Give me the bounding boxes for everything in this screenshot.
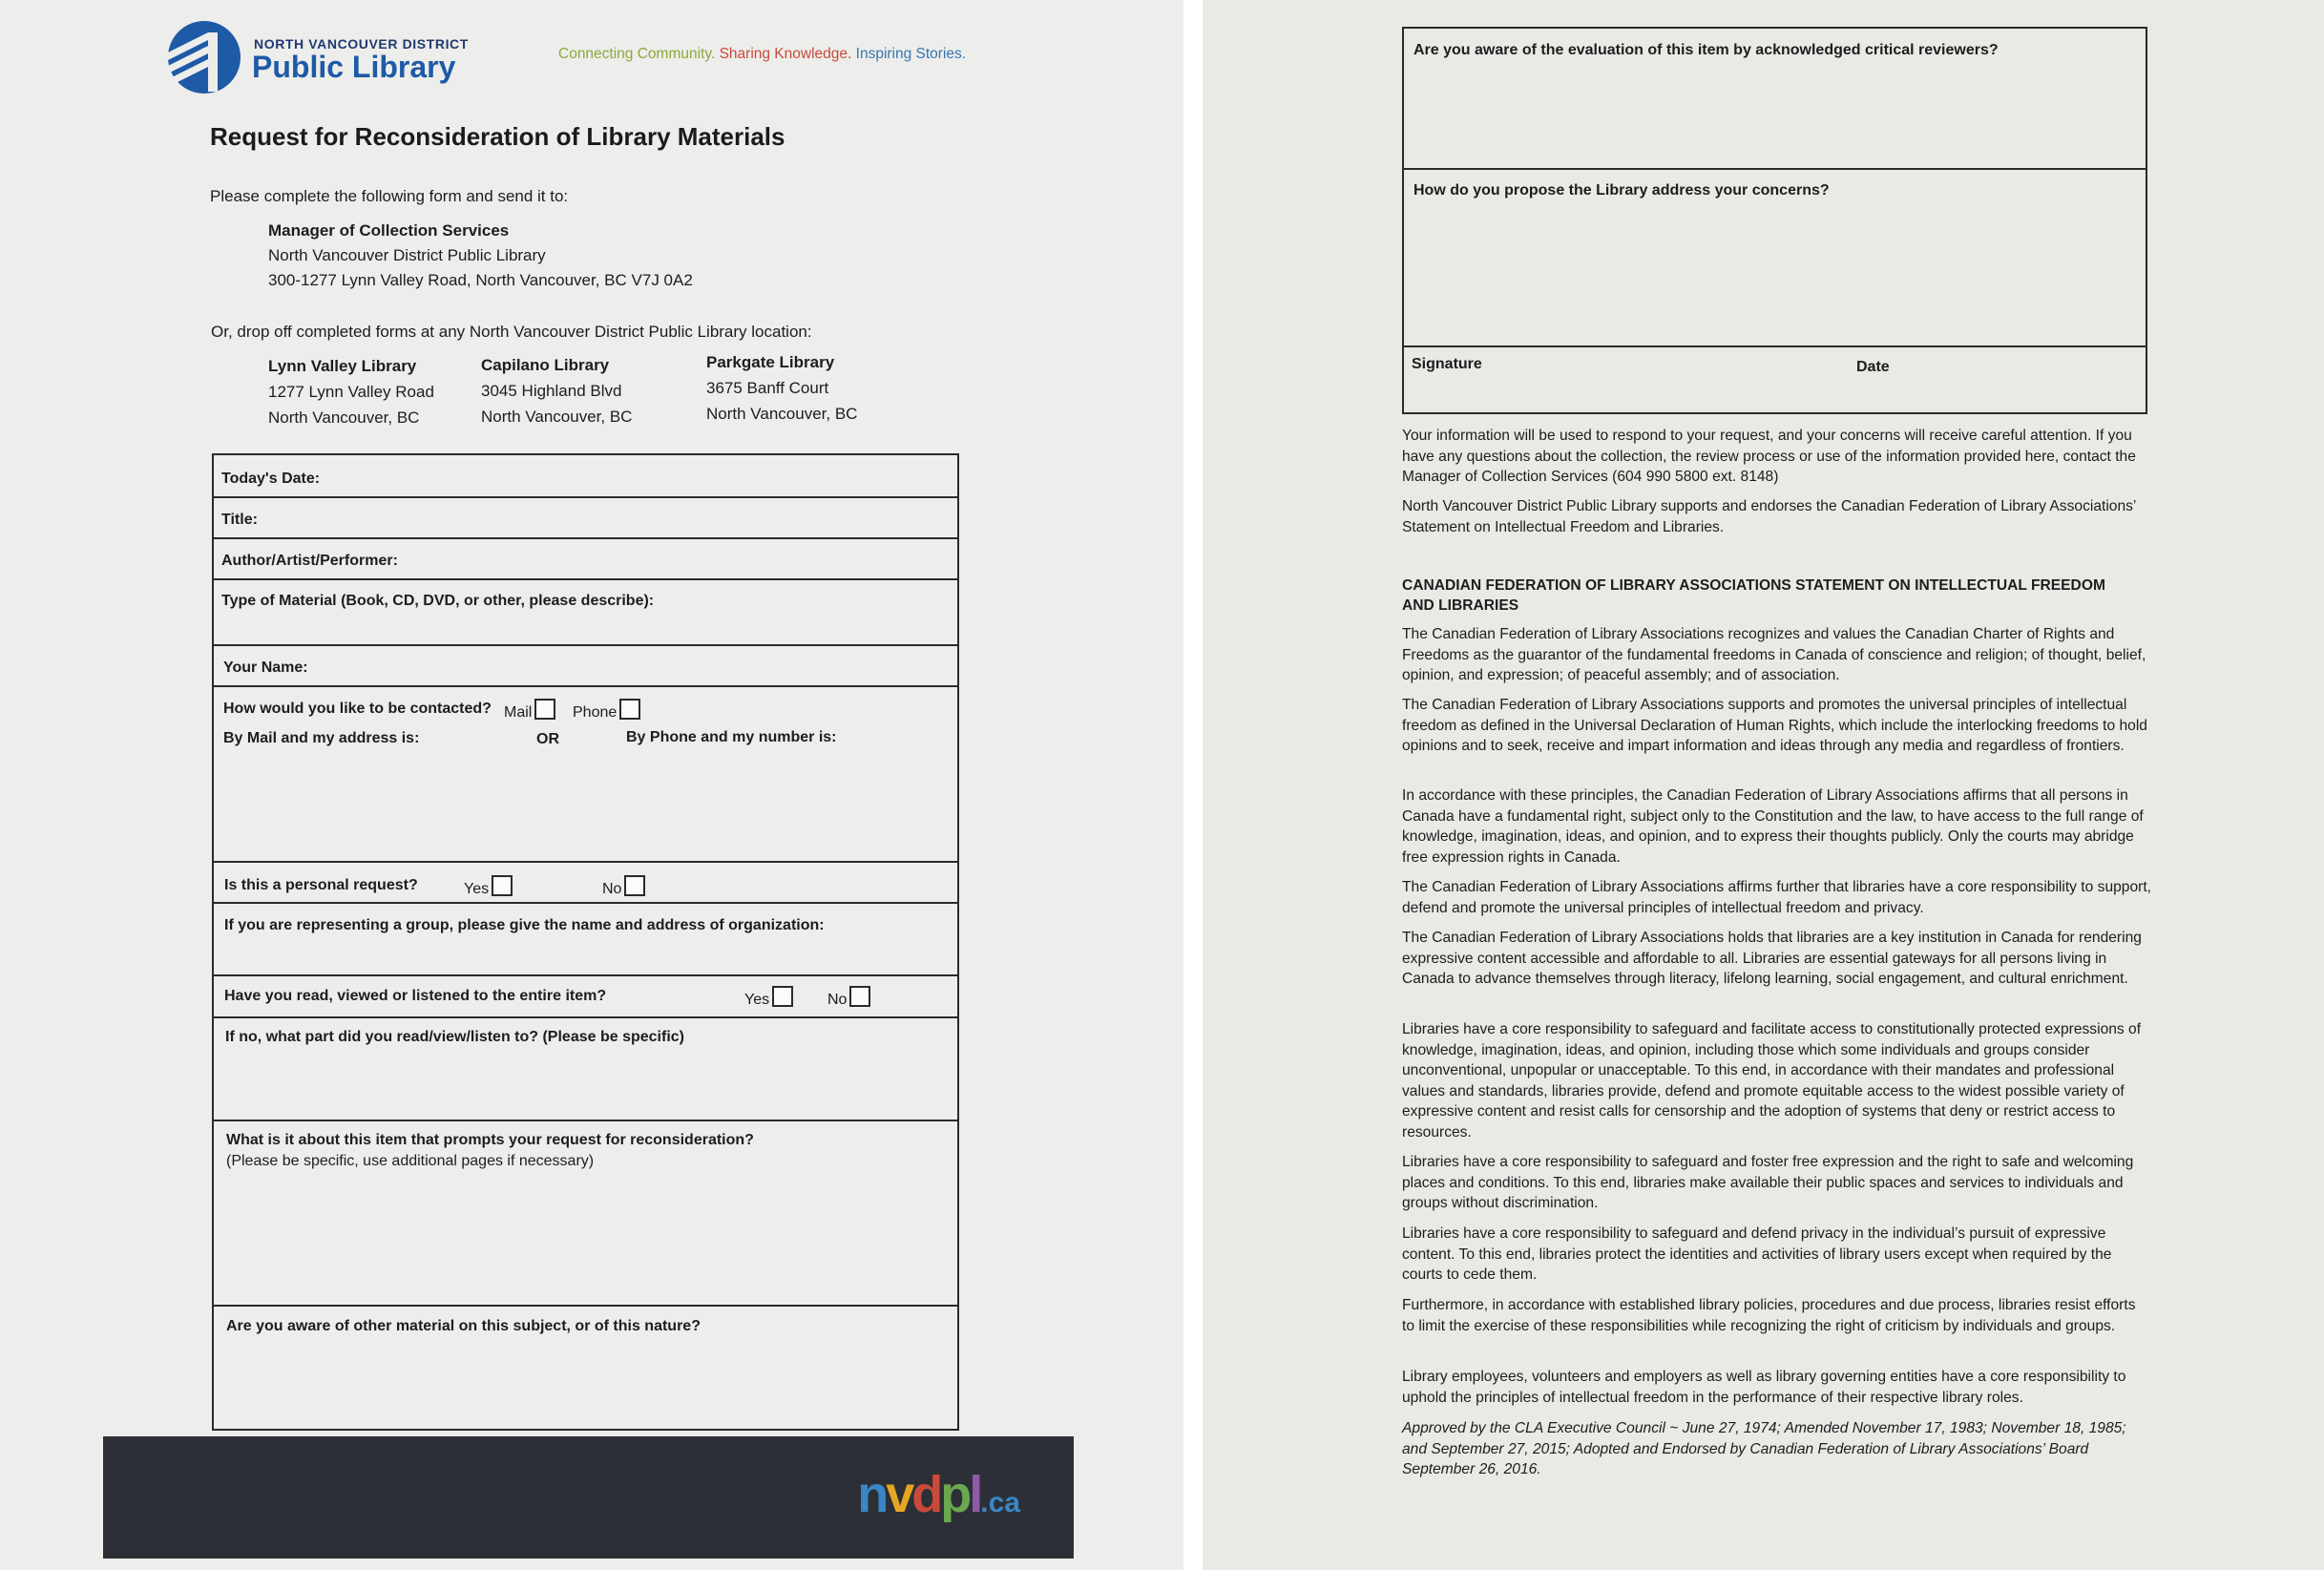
logo-letter: d: [911, 1466, 941, 1523]
row-divider: [1404, 345, 2146, 347]
row-divider: [214, 1305, 957, 1307]
personal-yes-checkbox[interactable]: [492, 875, 513, 896]
read-yes-checkbox[interactable]: [772, 986, 793, 1007]
phone-checkbox[interactable]: [619, 699, 640, 720]
row-divider: [214, 1016, 957, 1018]
personal-no-label: No: [602, 881, 622, 897]
personal-yes-option[interactable]: [464, 875, 513, 898]
org-name-small: NORTH VANCOUVER DISTRICT: [254, 36, 469, 52]
mail-checkbox[interactable]: [534, 699, 555, 720]
personal-no-checkbox[interactable]: [624, 875, 645, 896]
footer-band: [103, 1436, 1074, 1559]
read-no-option[interactable]: [827, 986, 870, 1009]
org-name: Public Library: [252, 50, 456, 84]
dropoff-intro: Or, drop off completed forms at any North Vancouver District Public Library location:: [211, 323, 812, 341]
personal-yes-label: Yes: [464, 881, 490, 897]
reconsideration-reason-field[interactable]: What is it about this item that prompts your request for reconsideration?: [226, 1132, 754, 1148]
row-divider: [214, 644, 957, 646]
logo-letter: p: [940, 1466, 970, 1523]
location-city: North Vancouver, BC: [706, 405, 858, 423]
logo-letter: v: [886, 1466, 912, 1523]
contact-mail-label: Mail: [504, 704, 533, 721]
recipient-org: North Vancouver District Public Library: [268, 246, 546, 264]
mail-address-field[interactable]: By Mail and my address is:: [223, 730, 420, 746]
row-divider: [214, 974, 957, 976]
row-divider: [214, 861, 957, 863]
personal-no-option[interactable]: [602, 875, 645, 898]
contact-question: How would you like to be contacted?: [223, 701, 492, 717]
read-yes-option[interactable]: [744, 986, 793, 1009]
reason-note: (Please be specific, use additional pages if necessary): [226, 1153, 595, 1169]
title-field[interactable]: Title:: [221, 512, 258, 528]
phone-number-field[interactable]: By Phone and my number is:: [626, 729, 837, 745]
your-name-field[interactable]: Your Name:: [223, 659, 308, 676]
group-field[interactable]: If you are representing a group, please give the name and address of organization:: [224, 917, 825, 933]
statement-paragraph: The Canadian Federation of Library Associations supports and promotes the universal principles of intellectual freedom as defined in the Universal Declaration of Human Rights, which include the interlocking freedoms to hold opinions and to seek, receive and impart information and ideas through any media and regardless of frontiers.: [1402, 697, 2147, 754]
location-street: 3675 Banff Court: [706, 379, 829, 397]
row-divider: [214, 902, 957, 904]
row-divider: [214, 1120, 957, 1121]
statement-paragraph: The Canadian Federation of Library Associations recognizes and values the Canadian Charter of Rights and Freedoms as the guarantor of the fundamental freedoms in Canada of conscience and religion; of thought, belief, opinion, and expression; of peaceful assembly; and of association.: [1402, 626, 2146, 683]
form-page-back: [1203, 0, 2324, 1570]
tagline-part: Inspiring Stories.: [855, 46, 967, 62]
reconsideration-form: [212, 453, 959, 1431]
location-street: 1277 Lynn Valley Road: [268, 383, 434, 401]
row-divider: [214, 537, 957, 539]
contact-mail-option[interactable]: [504, 699, 555, 722]
location-city: North Vancouver, BC: [481, 408, 633, 426]
intro-text: Please complete the following form and send it to:: [210, 187, 569, 205]
logo-suffix: .ca: [980, 1487, 1020, 1518]
read-no-label: No: [827, 992, 848, 1008]
row-divider: [214, 685, 957, 687]
contact-phone-label: Phone: [573, 704, 618, 721]
row-divider: [214, 578, 957, 580]
tagline-part: Connecting Community.: [558, 46, 716, 62]
row-divider: [214, 496, 957, 498]
library-logo-icon: [164, 19, 245, 95]
endorse-note: North Vancouver District Public Library supports and endorses the Canadian Federation of Library Associations’ Statement on Intellectual Freedom and Libraries.: [1402, 498, 2136, 535]
statement-paragraph: The Canadian Federation of Library Associations affirms further that libraries have a core responsibility to support, defend and promote the universal principles of intellectual freedom and privacy.: [1402, 879, 2151, 916]
nvdpl-logo: [857, 1465, 1020, 1524]
recipient: Manager of Collection Services: [268, 221, 510, 240]
privacy-note: Your information will be used to respond to your request, and your concerns will receive careful attention. If you have any questions about the collection, the review process or use of the information provided here, contact the Manager of Collection Services (604 990 5800 ext. 8148): [1402, 428, 2136, 485]
which-part-field[interactable]: If no, what part did you read/view/listen to? (Please be specific): [225, 1029, 684, 1045]
other-material-field[interactable]: Are you aware of other material on this subject, or of this nature?: [226, 1318, 701, 1334]
critical-reviewers-field[interactable]: Are you aware of the evaluation of this item by acknowledged critical reviewers?: [1413, 42, 1999, 58]
statement-paragraph: The Canadian Federation of Library Associations holds that libraries are a key institution in Canada for rendering expressive content accessible and affordable to all. Libraries are essential gateways for all persons living in Canada to advance themselves through literacy, lifelong learning, social engagement, and cultural enrichment.: [1402, 930, 2142, 987]
signature-field[interactable]: Signature: [1412, 356, 1482, 372]
todays-date-field[interactable]: Today's Date:: [221, 471, 321, 487]
statement-paragraph: In accordance with these principles, the Canadian Federation of Library Associations affirms that all persons in Canada have a fundamental right, subject only to the Constitution and the law, to have access to the full range of knowledge, imagination, ideas, and opinion, and to express their thoughts publicly. Only the courts may abridge free expression rights in Canada.: [1402, 787, 2144, 866]
statement-paragraph: Libraries have a core responsibility to safeguard and facilitate access to constitutionally protected expressions of knowledge, imagination, ideas, and opinion, including those which some individuals and groups consider unconventional, unpopular or unacceptable. To this end, in accordance with their mandates and professional values and standards, libraries provide, defend and promote equitable access to the widest possible variety of expressive content and resist calls for censorship and the adoption of systems that deny or restrict access to resources.: [1402, 1021, 2142, 1141]
proposal-field[interactable]: How do you propose the Library address your concerns?: [1413, 182, 1830, 199]
form-title: Request for Reconsideration of Library Materials: [210, 122, 785, 151]
logo-letter: l: [969, 1466, 981, 1523]
statement-paragraph: Furthermore, in accordance with established library policies, procedures and due process, libraries resist efforts to limit the exercise of these responsibilities while recognizing the right of criticism by individuals and groups.: [1402, 1297, 2136, 1334]
location-name: Parkgate Library: [706, 353, 835, 371]
location-name: Lynn Valley Library: [268, 357, 417, 375]
statement-heading: CANADIAN FEDERATION OF LIBRARY ASSOCIATIONS STATEMENT ON INTELLECTUAL FREEDOM AND LIBRARIES: [1402, 577, 2105, 614]
personal-request-question: Is this a personal request?: [224, 877, 418, 893]
row-divider: [1404, 168, 2146, 170]
statement-paragraph: Libraries have a core responsibility to safeguard and defend privacy in the individual’s pursuit of expressive content. To this end, libraries protect the identities and activities of library users except when required by the courts to cede them.: [1402, 1225, 2112, 1283]
read-yes-label: Yes: [744, 992, 770, 1008]
location-street: 3045 Highland Blvd: [481, 382, 622, 400]
approval-note: Approved by the CLA Executive Council ~ June 27, 1974; Amended November 17, 1983; November 18, 1985; and September 27, 2015; Adopted and Endorsed by Canadian Federation of Library Associations’ Board September 26, 2016.: [1402, 1420, 2126, 1477]
contact-phone-option[interactable]: [573, 699, 640, 722]
read-no-checkbox[interactable]: [849, 986, 870, 1007]
tagline: [558, 46, 966, 63]
reviewer-form: [1402, 27, 2147, 414]
read-entire-question: Have you read, viewed or listened to the entire item?: [224, 988, 607, 1004]
recipient-street: 300-1277 Lynn Valley Road, North Vancouver, BC V7J 0A2: [268, 271, 693, 289]
tagline-part: Sharing Knowledge.: [719, 46, 852, 62]
or-label: OR: [536, 731, 559, 747]
logo-letter: n: [857, 1466, 887, 1523]
location-name: Capilano Library: [481, 356, 610, 374]
signature-date-field[interactable]: Date: [1856, 359, 1890, 375]
material-type-field[interactable]: Type of Material (Book, CD, DVD, or other, please describe):: [221, 593, 655, 609]
author-field[interactable]: Author/Artist/Performer:: [221, 553, 398, 569]
location-city: North Vancouver, BC: [268, 408, 420, 427]
statement-paragraph: Libraries have a core responsibility to safeguard and foster free expression and the right to safe and welcoming places and conditions. To this end, libraries make available their public spaces and services to individuals and groups without discrimination.: [1402, 1154, 2134, 1211]
statement-paragraph: Library employees, volunteers and employers as well as library governing entities have a core responsibility to uphold the principles of intellectual freedom in the performance of their respective library roles.: [1402, 1369, 2126, 1406]
